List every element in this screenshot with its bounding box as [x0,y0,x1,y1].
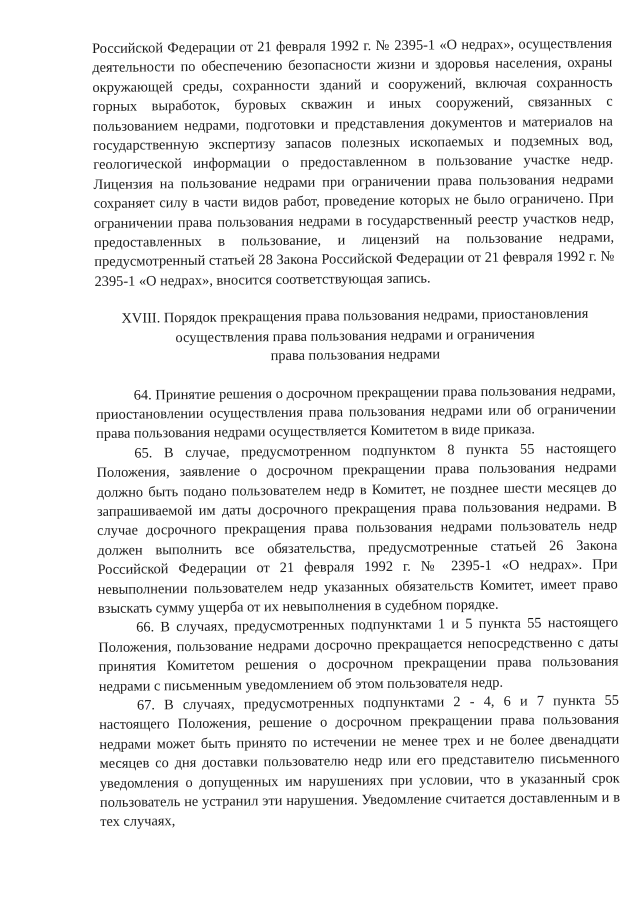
section-heading-line-3: права пользования недрами [270,346,441,365]
continuation-paragraph: Российской Федерации от 21 февраля 1992 г. № 2395-1 «О недрах», осуществления деятельности по обеспечению безопасности жизни и здоровья населения, охраны окружающей среды, сохранности зданий и сооружений, включая сохранность горных выработок, буровых скважин и иных сооружений, связанных с пользованием недрами, подготовки и представления документов и материалов на государственную экспертизу запасов полезных ископаемых и подземных вод, геологической информации о предоставленном в пользование участке недр. Лицензия на пользование недрами при ограничении права пользования недрами сохраняет силу в части видов работ, проведение которых не было ограничено. При ограничении права пользования недрами в государственный реестр участков недр, предоставленных в пользование, и лицензий на пользование недрами, предусмотренный статьей 28 Закона Российской Федерации от 21 февраля 1992 г. № 2395-1 «О недрах», вносится соответствующая запись. [92,35,615,290]
section-heading [95,305,616,369]
section-heading-line-2: осуществления права пользования недрами и ограничения [175,326,535,346]
paragraph-64: 64. Принятие решения о досрочном прекращении права пользования недрами, приостановлении осуществления права пользования недрами или об ограничении права пользования недрами осуществляется Комитетом в виде приказа. [95,382,616,443]
section-heading-line-1: XVIII. Порядок прекращения права пользования недрами, приостановления [121,306,589,327]
document-page [92,35,620,833]
paragraph-65: 65. В случае, предусмотренном подпунктом 8 пункта 55 настоящего Положения, заявление о досрочном прекращении права пользования недрами должно быть подано пользователем недр в Комитет, не позднее шести месяцев до запрашиваемой им даты досрочного прекращения права пользования недрами. В случае досрочного прекращения права пользования недрами пользователь недр должен выполнить все обязательства, предусмотренные статьей 26 Закона Российской Федерации от 21 февраля 1992 г. № 2395-1 «О недрах». При невыполнении пользователем недр указанных обязательств Комитет, имеет право взыскать сумму ущерба от их невыполнения в судебном порядке. [96,440,618,617]
paragraph-66: 66. В случаях, предусмотренных подпунктами 1 и 5 пункта 55 настоящего Положения, пользование недрами досрочно прекращается непосредственно с даты принятия Комитетом решения о досрочном прекращении права пользования недрами с письменным уведомлением об этом пользователя недр. [98,614,619,695]
paragraph-67: 67. В случаях, предусмотренных подпунктами 2 - 4, 6 и 7 пункта 55 настоящего Положения, решение о досрочном прекращении права пользования недрами может быть принято по истечении не менее трех и не более двенадцати месяцев со дня доставки пользователю недр или его представителю письменного уведомления о допущенных им нарушениях при условии, что в указанный срок пользователь не устранил эти нарушения. Уведомление считается доставленным и в тех случаях, [99,692,621,831]
